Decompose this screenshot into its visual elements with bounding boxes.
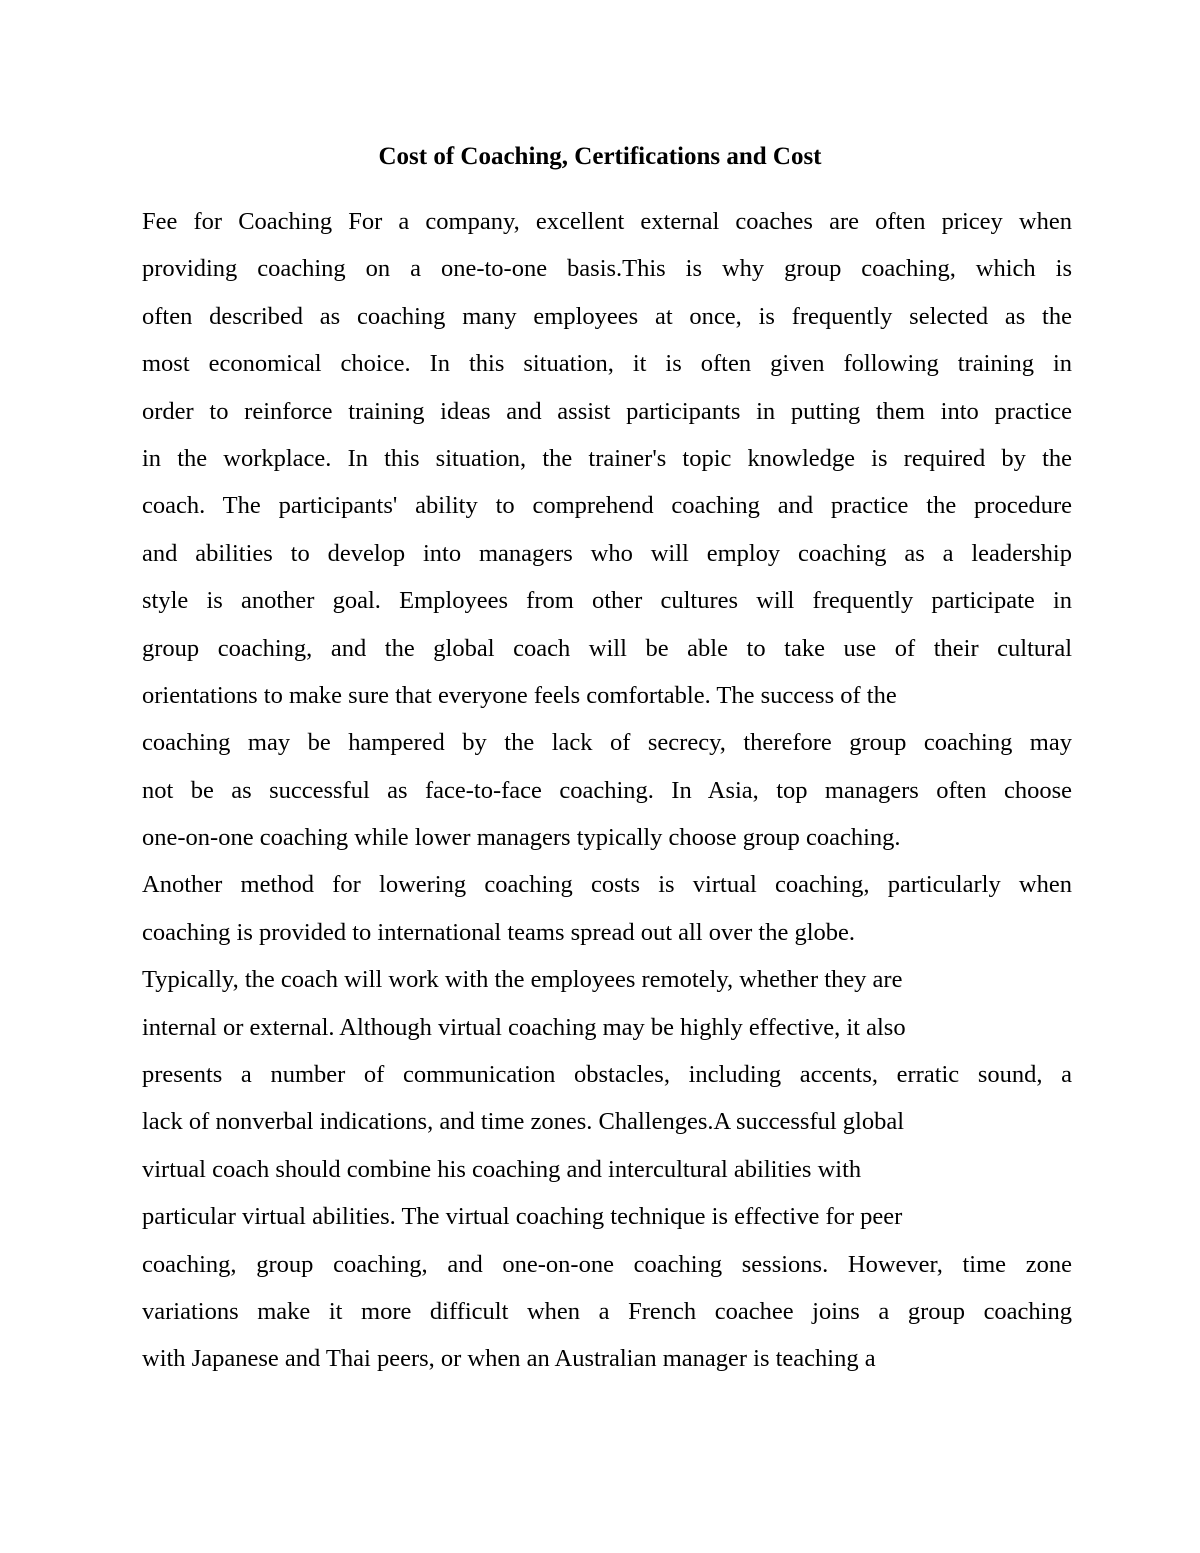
body-text-line: style is another goal. Employees from other cultures will frequently participate in: [142, 587, 1072, 615]
body-text-line: most economical choice. In this situation, it is often given following training in: [142, 350, 1072, 378]
body-text-line: coaching, group coaching, and one-on-one coaching sessions. However, time zone: [142, 1250, 1072, 1278]
body-text-line: coaching is provided to international teams spread out all over the globe.: [142, 918, 856, 946]
body-text-line: particular virtual abilities. The virtual coaching technique is effective for peer: [142, 1203, 903, 1231]
body-text-line: and abilities to develop into managers who will employ coaching as a leadership: [142, 539, 1072, 567]
body-text-line: orientations to make sure that everyone feels comfortable. The success of the: [142, 681, 897, 709]
body-text-line: internal or external. Although virtual coaching may be highly effective, it also: [142, 1013, 906, 1041]
body-text-line: variations make it more difficult when a French coachee joins a group coaching: [142, 1297, 1072, 1325]
body-text-line: virtual coach should combine his coaching and intercultural abilities with: [142, 1155, 862, 1183]
body-text-line: coach. The participants' ability to comprehend coaching and practice the procedure: [142, 492, 1072, 520]
body-text-line: lack of nonverbal indications, and time zones. Challenges.A successful global: [142, 1108, 905, 1136]
body-text-line: providing coaching on a one-to-one basis.This is why group coaching, which is: [142, 255, 1072, 283]
body-text-line: not be as successful as face-to-face coaching. In Asia, top managers often choose: [142, 776, 1072, 804]
body-text-line: often described as coaching many employees at once, is frequently selected as the: [142, 302, 1072, 330]
body-text-line: order to reinforce training ideas and assist participants in putting them into practice: [142, 397, 1072, 425]
body-text-line: Another method for lowering coaching costs is virtual coaching, particularly when: [142, 871, 1072, 899]
body-text-line: Fee for Coaching For a company, excellent external coaches are often pricey when: [142, 208, 1072, 235]
body-text-line: group coaching, and the global coach will be able to take use of their cultural: [142, 634, 1072, 662]
body-text-line: with Japanese and Thai peers, or when an Australian manager is teaching a: [142, 1345, 876, 1373]
document-title: Cost of Coaching, Certifications and Cost: [378, 143, 822, 170]
body-text-line: in the workplace. In this situation, the trainer's topic knowledge is required by the: [142, 444, 1072, 472]
body-text-line: coaching may be hampered by the lack of secrecy, therefore group coaching may: [142, 729, 1072, 757]
body-text-line: one-on-one coaching while lower managers typically choose group coaching.: [142, 824, 901, 852]
body-text-line: Typically, the coach will work with the employees remotely, whether they are: [142, 966, 903, 994]
body-text-line: presents a number of communication obstacles, including accents, erratic sound, a: [142, 1061, 1072, 1089]
document-body: [142, 204, 1072, 1389]
